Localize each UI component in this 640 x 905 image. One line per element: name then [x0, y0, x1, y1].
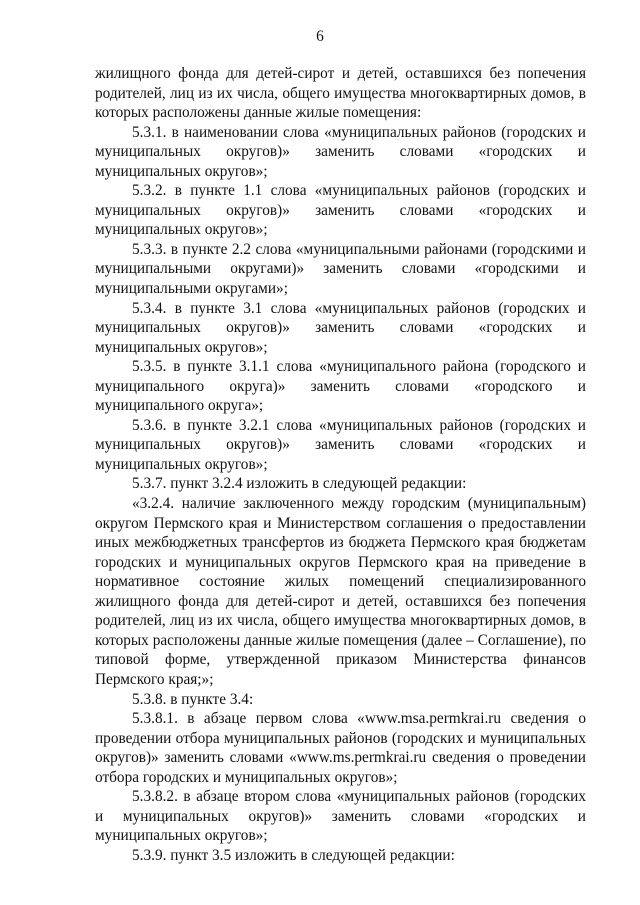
document-paragraph: 5.3.4. в пункте 3.1 слова «муниципальных районов (городских и муниципальных округов)» заменить словами «городских и муниципальных округов»; [95, 299, 586, 356]
document-paragraph: 5.3.8.2. в абзаце втором слова «муниципальных районов (городских и муниципальных округов)» заменить словами «городских и муниципальных округов»; [95, 788, 586, 845]
document-paragraph: 5.3.9. пункт 3.5 изложить в следующей редакции: [132, 846, 455, 864]
document-paragraph: 5.3.8. в пункте 3.4: [132, 690, 254, 708]
document-paragraph: 5.3.7. пункт 3.2.4 изложить в следующей редакции: [132, 475, 467, 493]
document-paragraph: жилищного фонда для детей-сирот и детей, оставшихся без попечения родителей, лиц из их числа, общего имущества многоквартирных домов, в которых расположены данные жилые помещения: [95, 65, 586, 122]
page-number: 6 [316, 28, 324, 45]
document-paragraph: 5.3.6. в пункте 3.2.1 слова «муниципальных районов (городских и муниципальных округов)» заменить словами «городских и муниципальных округов»; [95, 416, 586, 473]
document-paragraph: 5.3.8.1. в абзаце первом слова «www.msa.permkrai.ru сведения о проведении отбора муниципальных районов (городских и муниципальных округов)» заменить словами «www.ms.permkrai.ru сведения о проведении отбора городских и муниципальных округов»; [95, 710, 586, 786]
document-paragraph: 5.3.1. в наименовании слова «муниципальных районов (городских и муниципальных округов)» заменить словами «городских и муниципальных округов»; [95, 123, 586, 180]
document-body [95, 64, 586, 865]
document-paragraph: 5.3.2. в пункте 1.1 слова «муниципальных районов (городских и муниципальных округов)» заменить словами «городских и муниципальных округов»; [95, 182, 586, 239]
document-paragraph: «3.2.4. наличие заключенного между городским (муниципальным) округом Пермского края и Министерством соглашения о предоставлении иных межбюджетных трансфертов из бюджета Пермского края бюджетам городских и муниципальных округов Пермского края на приведение в нормативное состояние жилых помещений специализированного жилищного фонда для детей-сирот и детей, оставшихся без попечения родителей, лиц из их числа, общего имущества многоквартирных домов, в которых расположены данные жилые помещения (далее – Соглашение), по типовой форме, утвержденной приказом Министерства финансов Пермского края;»; [95, 495, 586, 688]
document-paragraph: 5.3.3. в пункте 2.2 слова «муниципальными районами (городскими и муниципальными округами)» заменить словами «городскими и муниципальными округами»; [95, 240, 586, 298]
document-paragraph: 5.3.5. в пункте 3.1.1 слова «муниципального района (городского и муниципального округа)» заменить словами «городского и муниципального округа»; [95, 358, 586, 415]
